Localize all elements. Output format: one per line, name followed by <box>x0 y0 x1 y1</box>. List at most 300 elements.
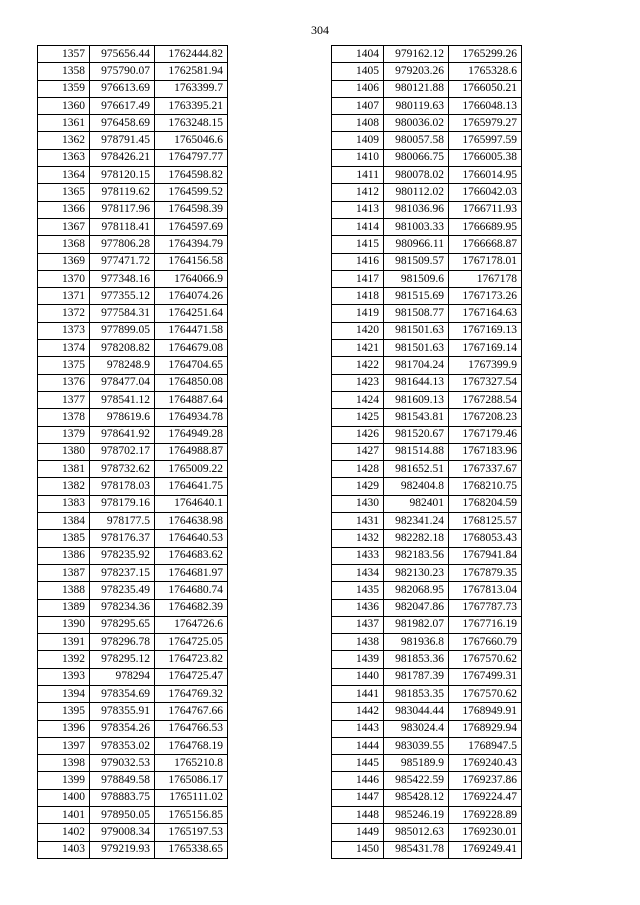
y-coordinate-cell: 1764251.64 <box>155 305 228 322</box>
table-row <box>38 582 228 599</box>
y-coordinate-cell: 1765210.8 <box>155 755 228 772</box>
point-number-cell: 1446 <box>332 772 384 789</box>
y-coordinate-cell: 1767399.9 <box>449 357 522 374</box>
point-number-cell: 1448 <box>332 807 384 824</box>
table-row <box>38 340 228 357</box>
x-coordinate-cell: 978178.03 <box>90 478 155 495</box>
y-coordinate-cell: 1768125.57 <box>449 513 522 530</box>
x-coordinate-cell: 980057.58 <box>384 132 449 149</box>
y-coordinate-cell: 1764887.64 <box>155 391 228 408</box>
point-number-cell: 1433 <box>332 547 384 564</box>
table-row <box>38 789 228 806</box>
y-coordinate-cell: 1764768.19 <box>155 737 228 754</box>
x-coordinate-cell: 985246.19 <box>384 807 449 824</box>
x-coordinate-cell: 980112.02 <box>384 184 449 201</box>
y-coordinate-cell: 1764949.28 <box>155 426 228 443</box>
y-coordinate-cell: 1766689.95 <box>449 218 522 235</box>
table-row <box>332 651 522 668</box>
point-number-cell: 1372 <box>38 305 90 322</box>
table-row <box>38 322 228 339</box>
point-number-cell: 1434 <box>332 564 384 581</box>
point-number-cell: 1437 <box>332 616 384 633</box>
table-row <box>332 218 522 235</box>
point-number-cell: 1375 <box>38 357 90 374</box>
x-coordinate-cell: 981508.77 <box>384 305 449 322</box>
y-coordinate-cell: 1764641.75 <box>155 478 228 495</box>
x-coordinate-cell: 982282.18 <box>384 530 449 547</box>
table-row <box>332 530 522 547</box>
x-coordinate-cell: 978118.41 <box>90 218 155 235</box>
point-number-cell: 1428 <box>332 461 384 478</box>
point-number-cell: 1415 <box>332 236 384 253</box>
y-coordinate-cell: 1767164.63 <box>449 305 522 322</box>
y-coordinate-cell: 1767178 <box>449 270 522 287</box>
y-coordinate-cell: 1767660.79 <box>449 634 522 651</box>
x-coordinate-cell: 985431.78 <box>384 841 449 858</box>
point-number-cell: 1398 <box>38 755 90 772</box>
table-row <box>332 807 522 824</box>
point-number-cell: 1442 <box>332 703 384 720</box>
point-number-cell: 1388 <box>38 582 90 599</box>
x-coordinate-cell: 981501.63 <box>384 340 449 357</box>
table-row <box>38 184 228 201</box>
table-row <box>38 547 228 564</box>
point-number-cell: 1447 <box>332 789 384 806</box>
x-coordinate-cell: 985189.9 <box>384 755 449 772</box>
x-coordinate-cell: 981853.35 <box>384 685 449 702</box>
y-coordinate-cell: 1764988.87 <box>155 443 228 460</box>
point-number-cell: 1361 <box>38 115 90 132</box>
y-coordinate-cell: 1767879.35 <box>449 564 522 581</box>
y-coordinate-cell: 1764679.08 <box>155 340 228 357</box>
point-number-cell: 1384 <box>38 513 90 530</box>
table-row <box>38 530 228 547</box>
y-coordinate-cell: 1764797.77 <box>155 149 228 166</box>
y-coordinate-cell: 1767716.19 <box>449 616 522 633</box>
point-number-cell: 1449 <box>332 824 384 841</box>
x-coordinate-cell: 979162.12 <box>384 46 449 63</box>
y-coordinate-cell: 1764766.53 <box>155 720 228 737</box>
point-number-cell: 1441 <box>332 685 384 702</box>
table-row <box>38 668 228 685</box>
x-coordinate-cell: 979219.93 <box>90 841 155 858</box>
y-coordinate-cell: 1769230.01 <box>449 824 522 841</box>
y-coordinate-cell: 1768053.43 <box>449 530 522 547</box>
point-number-cell: 1385 <box>38 530 90 547</box>
table-row <box>38 63 228 80</box>
y-coordinate-cell: 1765979.27 <box>449 115 522 132</box>
table-row <box>38 426 228 443</box>
x-coordinate-cell: 981644.13 <box>384 374 449 391</box>
point-number-cell: 1444 <box>332 737 384 754</box>
y-coordinate-cell: 1767288.54 <box>449 391 522 408</box>
table-row <box>38 841 228 858</box>
table-row <box>332 46 522 63</box>
x-coordinate-cell: 978355.91 <box>90 703 155 720</box>
x-coordinate-cell: 978120.15 <box>90 167 155 184</box>
point-number-cell: 1450 <box>332 841 384 858</box>
x-coordinate-cell: 985422.59 <box>384 772 449 789</box>
x-coordinate-cell: 976613.69 <box>90 80 155 97</box>
table-row <box>38 634 228 651</box>
x-coordinate-cell: 981515.69 <box>384 288 449 305</box>
x-coordinate-cell: 978849.58 <box>90 772 155 789</box>
table-row <box>332 80 522 97</box>
x-coordinate-cell: 978426.21 <box>90 149 155 166</box>
x-coordinate-cell: 978732.62 <box>90 461 155 478</box>
y-coordinate-cell: 1762581.94 <box>155 63 228 80</box>
table-row <box>332 703 522 720</box>
point-number-cell: 1400 <box>38 789 90 806</box>
y-coordinate-cell: 1766048.13 <box>449 97 522 114</box>
point-number-cell: 1413 <box>332 201 384 218</box>
point-number-cell: 1379 <box>38 426 90 443</box>
x-coordinate-cell: 982341.24 <box>384 513 449 530</box>
table-row <box>332 322 522 339</box>
x-coordinate-cell: 975656.44 <box>90 46 155 63</box>
y-coordinate-cell: 1764638.98 <box>155 513 228 530</box>
x-coordinate-cell: 978619.6 <box>90 409 155 426</box>
point-number-cell: 1399 <box>38 772 90 789</box>
table-row <box>332 167 522 184</box>
x-coordinate-cell: 978541.12 <box>90 391 155 408</box>
point-number-cell: 1443 <box>332 720 384 737</box>
point-number-cell: 1416 <box>332 253 384 270</box>
point-number-cell: 1426 <box>332 426 384 443</box>
coordinates-table-left <box>37 45 228 859</box>
point-number-cell: 1360 <box>38 97 90 114</box>
point-number-cell: 1390 <box>38 616 90 633</box>
y-coordinate-cell: 1767169.13 <box>449 322 522 339</box>
point-number-cell: 1358 <box>38 63 90 80</box>
x-coordinate-cell: 978791.45 <box>90 132 155 149</box>
point-number-cell: 1392 <box>38 651 90 668</box>
point-number-cell: 1427 <box>332 443 384 460</box>
y-coordinate-cell: 1765997.59 <box>449 132 522 149</box>
x-coordinate-cell: 983024.4 <box>384 720 449 737</box>
point-number-cell: 1404 <box>332 46 384 63</box>
point-number-cell: 1363 <box>38 149 90 166</box>
point-number-cell: 1381 <box>38 461 90 478</box>
y-coordinate-cell: 1767179.46 <box>449 426 522 443</box>
y-coordinate-cell: 1763399.7 <box>155 80 228 97</box>
table-row <box>38 443 228 460</box>
x-coordinate-cell: 982130.23 <box>384 564 449 581</box>
x-coordinate-cell: 981003.33 <box>384 218 449 235</box>
point-number-cell: 1365 <box>38 184 90 201</box>
x-coordinate-cell: 980121.88 <box>384 80 449 97</box>
table-row <box>332 97 522 114</box>
point-number-cell: 1387 <box>38 564 90 581</box>
y-coordinate-cell: 1764704.65 <box>155 357 228 374</box>
y-coordinate-cell: 1764640.53 <box>155 530 228 547</box>
table-row <box>332 201 522 218</box>
x-coordinate-cell: 981853.36 <box>384 651 449 668</box>
point-number-cell: 1396 <box>38 720 90 737</box>
y-coordinate-cell: 1764681.97 <box>155 564 228 581</box>
y-coordinate-cell: 1764850.08 <box>155 374 228 391</box>
x-coordinate-cell: 982404.8 <box>384 478 449 495</box>
point-number-cell: 1435 <box>332 582 384 599</box>
x-coordinate-cell: 978179.16 <box>90 495 155 512</box>
x-coordinate-cell: 978641.92 <box>90 426 155 443</box>
table-row <box>38 80 228 97</box>
x-coordinate-cell: 979008.34 <box>90 824 155 841</box>
y-coordinate-cell: 1764156.58 <box>155 253 228 270</box>
y-coordinate-cell: 1764640.1 <box>155 495 228 512</box>
point-number-cell: 1394 <box>38 685 90 702</box>
y-coordinate-cell: 1764066.9 <box>155 270 228 287</box>
point-number-cell: 1359 <box>38 80 90 97</box>
table-row <box>38 149 228 166</box>
point-number-cell: 1409 <box>332 132 384 149</box>
table-row <box>38 374 228 391</box>
point-number-cell: 1378 <box>38 409 90 426</box>
x-coordinate-cell: 978176.37 <box>90 530 155 547</box>
table-row <box>38 218 228 235</box>
x-coordinate-cell: 981509.57 <box>384 253 449 270</box>
y-coordinate-cell: 1764934.78 <box>155 409 228 426</box>
table-row <box>38 651 228 668</box>
table-row <box>332 755 522 772</box>
y-coordinate-cell: 1768210.75 <box>449 478 522 495</box>
x-coordinate-cell: 985012.63 <box>384 824 449 841</box>
y-coordinate-cell: 1765338.65 <box>155 841 228 858</box>
x-coordinate-cell: 978354.69 <box>90 685 155 702</box>
table-row <box>38 288 228 305</box>
table-row <box>332 824 522 841</box>
x-coordinate-cell: 979203.26 <box>384 63 449 80</box>
x-coordinate-cell: 978177.5 <box>90 513 155 530</box>
x-coordinate-cell: 978235.49 <box>90 582 155 599</box>
point-number-cell: 1411 <box>332 167 384 184</box>
x-coordinate-cell: 976617.49 <box>90 97 155 114</box>
x-coordinate-cell: 978477.04 <box>90 374 155 391</box>
x-coordinate-cell: 981982.07 <box>384 616 449 633</box>
point-number-cell: 1406 <box>332 80 384 97</box>
point-number-cell: 1386 <box>38 547 90 564</box>
coordinates-table-left-body <box>38 46 228 859</box>
y-coordinate-cell: 1765111.02 <box>155 789 228 806</box>
point-number-cell: 1431 <box>332 513 384 530</box>
table-row <box>38 461 228 478</box>
x-coordinate-cell: 981787.39 <box>384 668 449 685</box>
y-coordinate-cell: 1764682.39 <box>155 599 228 616</box>
x-coordinate-cell: 978883.75 <box>90 789 155 806</box>
point-number-cell: 1377 <box>38 391 90 408</box>
table-row <box>38 616 228 633</box>
table-row <box>38 270 228 287</box>
table-row <box>38 755 228 772</box>
table-row <box>332 513 522 530</box>
y-coordinate-cell: 1764394.79 <box>155 236 228 253</box>
table-row <box>332 305 522 322</box>
y-coordinate-cell: 1767570.62 <box>449 685 522 702</box>
point-number-cell: 1429 <box>332 478 384 495</box>
table-row <box>332 582 522 599</box>
y-coordinate-cell: 1767327.54 <box>449 374 522 391</box>
table-row <box>332 340 522 357</box>
y-coordinate-cell: 1767173.26 <box>449 288 522 305</box>
y-coordinate-cell: 1767337.67 <box>449 461 522 478</box>
point-number-cell: 1407 <box>332 97 384 114</box>
x-coordinate-cell: 981509.6 <box>384 270 449 287</box>
y-coordinate-cell: 1764725.05 <box>155 634 228 651</box>
table-row <box>38 167 228 184</box>
x-coordinate-cell: 977806.28 <box>90 236 155 253</box>
x-coordinate-cell: 977355.12 <box>90 288 155 305</box>
point-number-cell: 1393 <box>38 668 90 685</box>
y-coordinate-cell: 1763395.21 <box>155 97 228 114</box>
y-coordinate-cell: 1764599.52 <box>155 184 228 201</box>
point-number-cell: 1376 <box>38 374 90 391</box>
x-coordinate-cell: 980966.11 <box>384 236 449 253</box>
point-number-cell: 1410 <box>332 149 384 166</box>
x-coordinate-cell: 981520.67 <box>384 426 449 443</box>
x-coordinate-cell: 977348.16 <box>90 270 155 287</box>
x-coordinate-cell: 981609.13 <box>384 391 449 408</box>
table-row <box>38 305 228 322</box>
point-number-cell: 1419 <box>332 305 384 322</box>
x-coordinate-cell: 978237.15 <box>90 564 155 581</box>
table-row <box>38 478 228 495</box>
point-number-cell: 1412 <box>332 184 384 201</box>
point-number-cell: 1397 <box>38 737 90 754</box>
table-row <box>332 668 522 685</box>
point-number-cell: 1367 <box>38 218 90 235</box>
table-row <box>38 564 228 581</box>
point-number-cell: 1395 <box>38 703 90 720</box>
table-row <box>38 599 228 616</box>
table-row <box>332 288 522 305</box>
x-coordinate-cell: 978295.12 <box>90 651 155 668</box>
point-number-cell: 1366 <box>38 201 90 218</box>
table-row <box>332 409 522 426</box>
y-coordinate-cell: 1768947.5 <box>449 737 522 754</box>
y-coordinate-cell: 1764074.26 <box>155 288 228 305</box>
x-coordinate-cell: 977584.31 <box>90 305 155 322</box>
y-coordinate-cell: 1764726.6 <box>155 616 228 633</box>
y-coordinate-cell: 1769224.47 <box>449 789 522 806</box>
table-row <box>332 685 522 702</box>
y-coordinate-cell: 1764769.32 <box>155 685 228 702</box>
x-coordinate-cell: 978248.9 <box>90 357 155 374</box>
x-coordinate-cell: 978117.96 <box>90 201 155 218</box>
point-number-cell: 1414 <box>332 218 384 235</box>
y-coordinate-cell: 1765328.6 <box>449 63 522 80</box>
y-coordinate-cell: 1766711.93 <box>449 201 522 218</box>
table-row <box>38 46 228 63</box>
x-coordinate-cell: 980036.02 <box>384 115 449 132</box>
table-row <box>332 357 522 374</box>
point-number-cell: 1405 <box>332 63 384 80</box>
y-coordinate-cell: 1767813.04 <box>449 582 522 599</box>
y-coordinate-cell: 1767178.01 <box>449 253 522 270</box>
table-row <box>332 184 522 201</box>
table-row <box>38 807 228 824</box>
point-number-cell: 1362 <box>38 132 90 149</box>
x-coordinate-cell: 981936.8 <box>384 634 449 651</box>
point-number-cell: 1402 <box>38 824 90 841</box>
y-coordinate-cell: 1766014.95 <box>449 167 522 184</box>
y-coordinate-cell: 1763248.15 <box>155 115 228 132</box>
x-coordinate-cell: 978119.62 <box>90 184 155 201</box>
y-coordinate-cell: 1762444.82 <box>155 46 228 63</box>
y-coordinate-cell: 1764680.74 <box>155 582 228 599</box>
point-number-cell: 1445 <box>332 755 384 772</box>
point-number-cell: 1374 <box>38 340 90 357</box>
x-coordinate-cell: 983044.44 <box>384 703 449 720</box>
x-coordinate-cell: 981543.81 <box>384 409 449 426</box>
y-coordinate-cell: 1764725.47 <box>155 668 228 685</box>
table-row <box>332 149 522 166</box>
x-coordinate-cell: 978208.82 <box>90 340 155 357</box>
point-number-cell: 1403 <box>38 841 90 858</box>
table-row <box>332 270 522 287</box>
y-coordinate-cell: 1764767.66 <box>155 703 228 720</box>
point-number-cell: 1383 <box>38 495 90 512</box>
y-coordinate-cell: 1766042.03 <box>449 184 522 201</box>
y-coordinate-cell: 1765299.26 <box>449 46 522 63</box>
point-number-cell: 1368 <box>38 236 90 253</box>
table-row <box>38 97 228 114</box>
table-row <box>332 443 522 460</box>
x-coordinate-cell: 978353.02 <box>90 737 155 754</box>
table-row <box>38 685 228 702</box>
x-coordinate-cell: 981036.96 <box>384 201 449 218</box>
table-row <box>38 391 228 408</box>
table-row <box>332 374 522 391</box>
x-coordinate-cell: 975790.07 <box>90 63 155 80</box>
table-row <box>332 547 522 564</box>
y-coordinate-cell: 1764598.82 <box>155 167 228 184</box>
y-coordinate-cell: 1764471.58 <box>155 322 228 339</box>
y-coordinate-cell: 1767787.73 <box>449 599 522 616</box>
point-number-cell: 1357 <box>38 46 90 63</box>
table-row <box>38 115 228 132</box>
table-row <box>38 513 228 530</box>
y-coordinate-cell: 1765086.17 <box>155 772 228 789</box>
y-coordinate-cell: 1769240.43 <box>449 755 522 772</box>
x-coordinate-cell: 980119.63 <box>384 97 449 114</box>
table-row <box>332 132 522 149</box>
table-row <box>38 737 228 754</box>
table-row <box>38 772 228 789</box>
point-number-cell: 1401 <box>38 807 90 824</box>
y-coordinate-cell: 1767941.84 <box>449 547 522 564</box>
y-coordinate-cell: 1765156.85 <box>155 807 228 824</box>
table-row <box>332 841 522 858</box>
table-row <box>332 634 522 651</box>
point-number-cell: 1389 <box>38 599 90 616</box>
point-number-cell: 1423 <box>332 374 384 391</box>
x-coordinate-cell: 978702.17 <box>90 443 155 460</box>
point-number-cell: 1391 <box>38 634 90 651</box>
point-number-cell: 1430 <box>332 495 384 512</box>
x-coordinate-cell: 982401 <box>384 495 449 512</box>
point-number-cell: 1417 <box>332 270 384 287</box>
table-row <box>332 720 522 737</box>
table-row <box>332 115 522 132</box>
y-coordinate-cell: 1764723.82 <box>155 651 228 668</box>
y-coordinate-cell: 1768929.94 <box>449 720 522 737</box>
point-number-cell: 1421 <box>332 340 384 357</box>
table-row <box>332 495 522 512</box>
table-row <box>332 426 522 443</box>
point-number-cell: 1371 <box>38 288 90 305</box>
table-row <box>38 132 228 149</box>
point-number-cell: 1432 <box>332 530 384 547</box>
